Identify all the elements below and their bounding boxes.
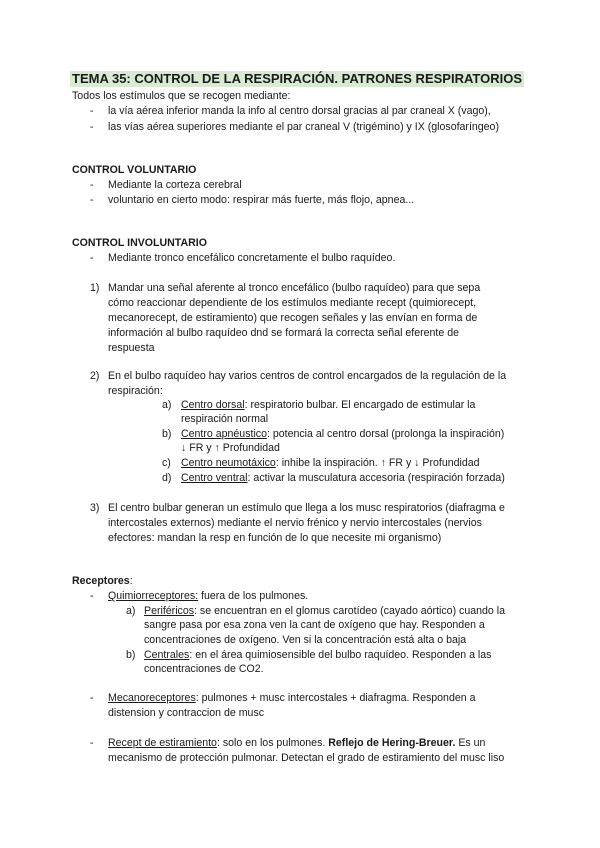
bullet-dash: -: [90, 179, 94, 191]
intro-bullet: la vía aérea inferior manda la info al centro dorsal gracias al par craneal X (vago),: [108, 105, 491, 117]
bullet-dash: -: [90, 252, 94, 264]
sub-name: Centrales: [144, 649, 190, 661]
center-desc: : respiratorio bulbar. El encargado de estimular la: [244, 399, 476, 411]
center-letter: a): [162, 399, 172, 411]
quimio-desc: fuera de los pulmones.: [198, 590, 309, 602]
center-item: [181, 427, 504, 441]
center-desc: : activar la musculatura accesoria (respiración forzada): [247, 472, 505, 484]
item1-line: Mandar una señal aferente al tronco encefálico (bulbo raquídeo) para que sepa: [108, 282, 481, 294]
list-number: 3): [90, 502, 100, 514]
item1-line: respuesta: [108, 342, 155, 354]
sub-line: [144, 648, 491, 662]
bullet-dash: -: [90, 121, 94, 133]
item3-line: intercostales externos) mediante el nervio frénico y nervio intercostales (nervios: [108, 517, 482, 529]
item1-line: cómo reaccionar dependiente de los estímulos mediante recept (quimiorecept,: [108, 297, 477, 309]
estiramiento-line2: mecanismo de protección pulmonar. Detectan el grado de estiramiento del musc liso: [108, 752, 505, 764]
list-number: 2): [90, 370, 100, 382]
bullet-dash: -: [90, 194, 94, 206]
center-desc2: ↓ FR y ↑ Profundidad: [181, 442, 280, 454]
receptores-heading: Receptores: [72, 575, 130, 587]
sub-letter: a): [126, 605, 136, 617]
center-letter: b): [162, 428, 172, 440]
center-desc: : potencia al centro dorsal (prolonga la inspiración): [266, 428, 505, 440]
sub-letter: b): [126, 649, 136, 661]
mecano-desc: : pulmones + musc intercostales + diafragma. Responden a: [195, 692, 476, 704]
item2-line: respiración:: [108, 385, 163, 397]
list-number: 1): [90, 282, 100, 294]
center-letter: d): [162, 472, 172, 484]
center-desc: : inhibe la inspiración. ↑ FR y ↓ Profundidad: [275, 457, 480, 469]
bullet-dash: -: [90, 105, 94, 117]
intro-text: Todos los estímulos que se recogen mediante:: [72, 90, 291, 102]
intro-bullet: las vías aérea superiores mediante el par craneal V (trigémino) y IX (glosofaríngeo): [108, 121, 499, 133]
sub-name: Periféricos: [144, 605, 195, 617]
center-name: Centro neumotáxico: [181, 457, 276, 469]
sub-line: sangre pasa por esa zona ven la cant de oxígeno que hay. Responden a: [144, 619, 485, 631]
estiramiento-desc: : solo en los pulmones.: [216, 737, 329, 749]
section-heading-involuntario: CONTROL INVOLUNTARIO: [72, 237, 207, 249]
item2-line: En el bulbo raquídeo hay varios centros de control encargados de la regulación de la: [108, 370, 507, 382]
voluntario-bullet: voluntario en cierto modo: respirar más fuerte, más flojo, apnea...: [108, 194, 415, 206]
estiramiento-name: Recept de estiramiento: [108, 737, 217, 749]
receptores-colon: :: [129, 575, 133, 587]
sub-desc: : se encuentran en el glomus carotídeo (cayado aórtico) cuando la: [194, 605, 505, 617]
section-heading-voluntario: CONTROL VOLUNTARIO: [72, 164, 197, 176]
mecano-line2: distension y contraccion de musc: [108, 707, 265, 719]
bullet-dash: -: [90, 590, 94, 602]
page-title: TEMA 35: CONTROL DE LA RESPIRACIÓN. PATRONES RESPIRATORIOS: [72, 71, 522, 86]
center-desc2: respiración normal: [181, 413, 269, 425]
center-name: Centro ventral: [181, 472, 248, 484]
bullet-dash: -: [90, 692, 94, 704]
voluntario-bullet: Mediante la corteza cerebral: [108, 179, 242, 191]
center-name: Centro dorsal: [181, 399, 245, 411]
sub-line: concentraciones de CO2.: [144, 663, 264, 675]
reflex-name: Reflejo de Hering-Breuer.: [328, 737, 456, 749]
center-letter: c): [162, 457, 171, 469]
center-item: [181, 471, 505, 485]
bullet-dash: -: [90, 737, 94, 749]
mecano-line: [108, 691, 475, 705]
quimio-line: [108, 589, 308, 603]
center-name: Centro apnéustico: [181, 428, 267, 440]
sub-line: concentraciones de oxígeno. Ven si la concentración está alta o baja: [144, 634, 467, 646]
item3-line: efectores: mandan la resp en función de lo que necesite mi organismo): [108, 532, 442, 544]
sub-line: [144, 604, 505, 618]
section-heading-receptores: [72, 574, 133, 588]
item3-line: El centro bulbar generan un estímulo que llega a los musc respiratorios (diafragma e: [108, 502, 505, 514]
item1-line: mecanorecept, de estiramiento) que recogen señales y las envían en forma de: [108, 312, 478, 324]
sub-desc: : en el área quimiosensible del bulbo raquídeo. Responden a las: [189, 649, 492, 661]
item1-line: información al bulbo raquídeo dnd se formará la correcta señal eferente de: [108, 327, 459, 339]
center-item: [181, 398, 475, 412]
mecano-name: Mecanoreceptores: [108, 692, 196, 704]
center-item: [181, 456, 480, 470]
estiramiento-line: [108, 736, 485, 750]
quimio-name: Quimiorreceptores:: [108, 590, 199, 602]
involuntario-bullet: Mediante tronco encefálico concretamente el bulbo raquídeo.: [108, 252, 396, 264]
estiramiento-desc-end: Es un: [455, 737, 486, 749]
